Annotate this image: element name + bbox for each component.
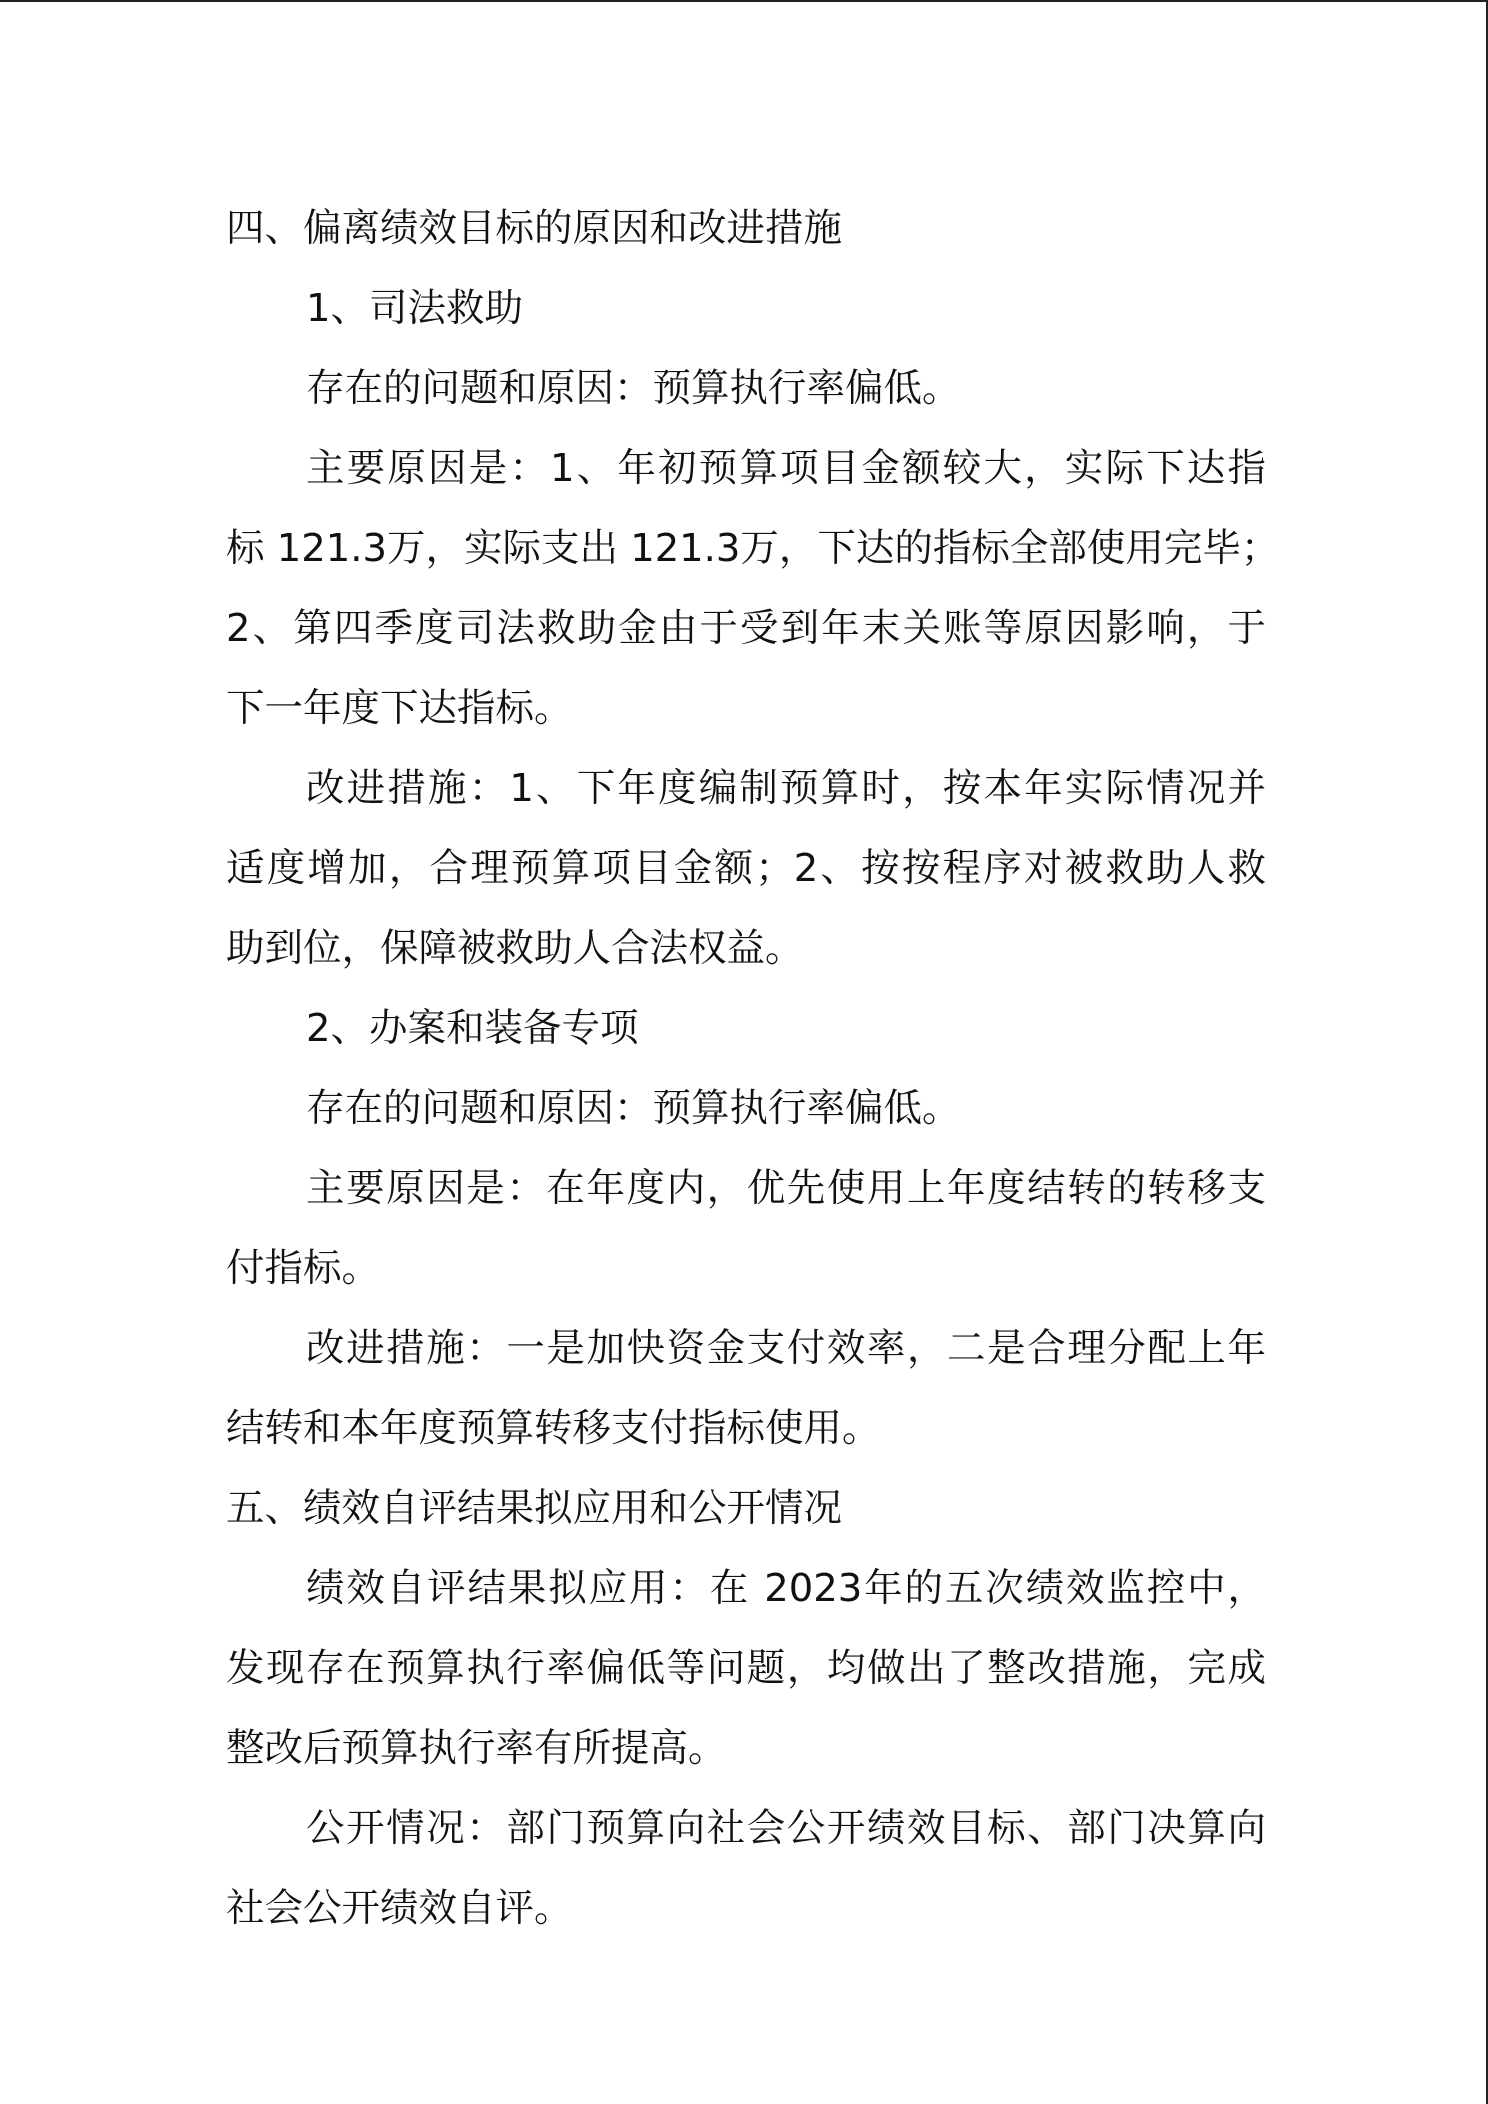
subheading-case-equipment: 2、办案和装备专项 xyxy=(306,1006,639,1051)
paragraph-line: 发现存在预算执行率偏低等问题，均做出了整改措施，完成 xyxy=(226,1646,1266,1691)
paragraph-line: 适度增加，合理预算项目金额；2、按按程序对被救助人救 xyxy=(226,846,1266,891)
section-heading-5: 五、绩效自评结果拟应用和公开情况 xyxy=(226,1486,843,1531)
paragraph-line: 主要原因是：1、年初预算项目金额较大，实际下达指 xyxy=(306,446,1266,491)
paragraph-line: 助到位，保障被救助人合法权益。 xyxy=(226,926,804,971)
paragraph-line: 存在的问题和原因：预算执行率偏低。 xyxy=(306,366,961,411)
paragraph-line: 标 121.3万，实际支出 121.3万，下达的指标全部使用完毕； xyxy=(226,526,1280,571)
paragraph-line: 2、第四季度司法救助金由于受到年末关账等原因影响，于 xyxy=(226,606,1266,651)
paragraph-line: 下一年度下达指标。 xyxy=(226,686,573,731)
paragraph-line: 社会公开绩效自评。 xyxy=(226,1886,573,1931)
paragraph-line: 结转和本年度预算转移支付指标使用。 xyxy=(226,1406,881,1451)
paragraph-line: 改进措施：1、下年度编制预算时，按本年实际情况并 xyxy=(306,766,1266,811)
paragraph-line: 绩效自评结果拟应用：在 2023年的五次绩效监控中， xyxy=(306,1566,1266,1611)
paragraph-line: 整改后预算执行率有所提高。 xyxy=(226,1726,727,1771)
document-body xyxy=(226,189,1280,1949)
paragraph-line: 存在的问题和原因：预算执行率偏低。 xyxy=(306,1086,961,1131)
paragraph-line: 公开情况：部门预算向社会公开绩效目标、部门决算向 xyxy=(306,1806,1266,1851)
paragraph-line: 改进措施：一是加快资金支付效率，二是合理分配上年 xyxy=(306,1326,1266,1371)
section-heading-4: 四、偏离绩效目标的原因和改进措施 xyxy=(226,206,843,251)
paragraph-line: 主要原因是：在年度内，优先使用上年度结转的转移支 xyxy=(306,1166,1266,1211)
paragraph-line: 付指标。 xyxy=(226,1246,381,1291)
subheading-judicial-aid: 1、司法救助 xyxy=(306,286,523,331)
